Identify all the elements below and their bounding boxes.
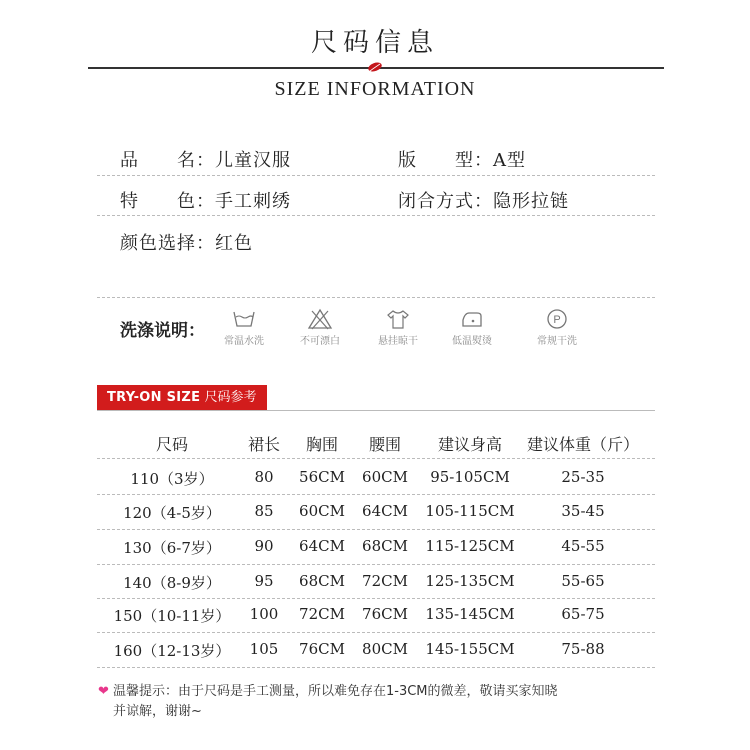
table-row-divider — [97, 494, 655, 495]
feature-row — [120, 187, 291, 213]
tip-note — [113, 682, 643, 722]
table-header-cell: 腰围 — [368, 435, 401, 454]
wash-basin-icon — [231, 308, 257, 330]
care-text: 悬挂晾干 — [378, 336, 418, 347]
tip-line: 温馨提示：由于尺码是手工测量，所以难免存在1-3CM的微差，敬请买家知晓 — [113, 684, 558, 699]
care-text: 常规干洗 — [537, 336, 577, 347]
badge-divider — [97, 410, 655, 411]
care-text: 常温水洗 — [224, 336, 264, 347]
care-item — [361, 308, 435, 347]
care-label: 洗涤说明： — [120, 321, 205, 341]
table-cell: 95-105CM — [430, 468, 510, 486]
table-header-cell: 胸围 — [305, 435, 338, 454]
svg-text:P: P — [553, 314, 561, 326]
table-cell: 90 — [254, 537, 274, 555]
care-item — [520, 308, 594, 347]
table-cell: 72CM — [299, 605, 345, 623]
table-cell: 125-135CM — [425, 572, 515, 590]
table-cell: 76CM — [362, 605, 408, 623]
table-cell: 100 — [249, 605, 279, 623]
table-cell: 72CM — [362, 572, 408, 590]
product-name-value: 儿童汉服 — [215, 150, 291, 171]
table-row-divider — [97, 667, 655, 668]
table-row-divider — [97, 564, 655, 565]
no-bleach-icon — [307, 308, 333, 330]
feature-value: 手工刺绣 — [215, 191, 291, 212]
table-cell: 75-88 — [561, 640, 605, 658]
table-cell: 105 — [249, 640, 279, 658]
table-cell: 60CM — [299, 502, 345, 520]
tip-line: 并谅解，谢谢~ — [113, 704, 202, 719]
table-cell: 68CM — [299, 572, 345, 590]
heart-icon: ❤ — [98, 684, 109, 699]
table-row-divider — [97, 598, 655, 599]
table-cell: 130（6-7岁） — [123, 539, 221, 557]
table-cell: 64CM — [299, 537, 345, 555]
care-item — [283, 308, 357, 347]
product-name-row — [120, 146, 291, 172]
table-cell: 80 — [254, 468, 274, 486]
table-cell: 25-35 — [561, 468, 605, 486]
table-row-divider — [97, 529, 655, 530]
color-value: 红色 — [215, 233, 253, 254]
closure-value: 隐形拉链 — [493, 191, 569, 212]
table-cell: 56CM — [299, 468, 345, 486]
product-name-label: 品 名： — [120, 150, 215, 171]
color-label: 颜色选择： — [120, 233, 215, 254]
table-cell: 80CM — [362, 640, 408, 658]
table-cell: 60CM — [362, 468, 408, 486]
table-row-divider — [97, 632, 655, 633]
table-cell: 110（3岁） — [130, 470, 214, 488]
table-header-cell: 建议身高 — [437, 435, 502, 454]
table-cell: 150（10-11岁） — [113, 607, 231, 625]
product-type-row — [398, 146, 526, 172]
table-cell: 85 — [254, 502, 274, 520]
color-row — [120, 229, 253, 255]
leaf-icon — [367, 60, 383, 76]
table-cell: 68CM — [362, 537, 408, 555]
table-header-cell: 建议体重（斤） — [526, 435, 639, 454]
care-item — [207, 308, 281, 347]
low-iron-icon — [459, 308, 485, 330]
table-cell: 65-75 — [561, 605, 605, 623]
badge-cn: 尺码参考 — [204, 390, 257, 405]
table-cell: 55-65 — [561, 572, 605, 590]
table-cell: 105-115CM — [425, 502, 515, 520]
care-text: 不可漂白 — [300, 336, 340, 347]
table-header-cell: 裙长 — [247, 435, 280, 454]
hang-dry-icon — [385, 308, 411, 330]
table-cell: 115-125CM — [425, 537, 515, 555]
table-cell: 95 — [254, 572, 274, 590]
table-row-divider — [97, 458, 655, 459]
product-type-value: A型 — [493, 150, 526, 171]
dry-clean-icon — [544, 308, 570, 330]
closure-label: 闭合方式： — [398, 191, 493, 212]
info-divider — [97, 175, 655, 176]
info-divider — [97, 215, 655, 216]
table-cell: 76CM — [299, 640, 345, 658]
info-divider — [97, 297, 655, 298]
product-type-label: 版 型： — [398, 150, 493, 171]
table-cell: 160（12-13岁） — [113, 642, 231, 660]
feature-label: 特 色： — [120, 191, 215, 212]
page-subtitle: SIZE INFORMATION — [274, 78, 476, 100]
table-cell: 35-45 — [561, 502, 605, 520]
table-cell: 135-145CM — [425, 605, 515, 623]
table-cell: 64CM — [362, 502, 408, 520]
table-header-cell: 尺码 — [155, 435, 188, 454]
closure-row — [398, 187, 569, 213]
care-text: 低温熨烫 — [452, 336, 492, 347]
try-on-size-badge — [97, 385, 267, 410]
badge-en: TRY-ON SIZE — [107, 390, 201, 405]
care-item — [435, 308, 509, 347]
table-cell: 45-55 — [561, 537, 605, 555]
table-cell: 140（8-9岁） — [123, 574, 221, 592]
page-title: 尺码信息 — [310, 28, 439, 58]
table-cell: 145-155CM — [425, 640, 515, 658]
table-cell: 120（4-5岁） — [123, 504, 221, 522]
